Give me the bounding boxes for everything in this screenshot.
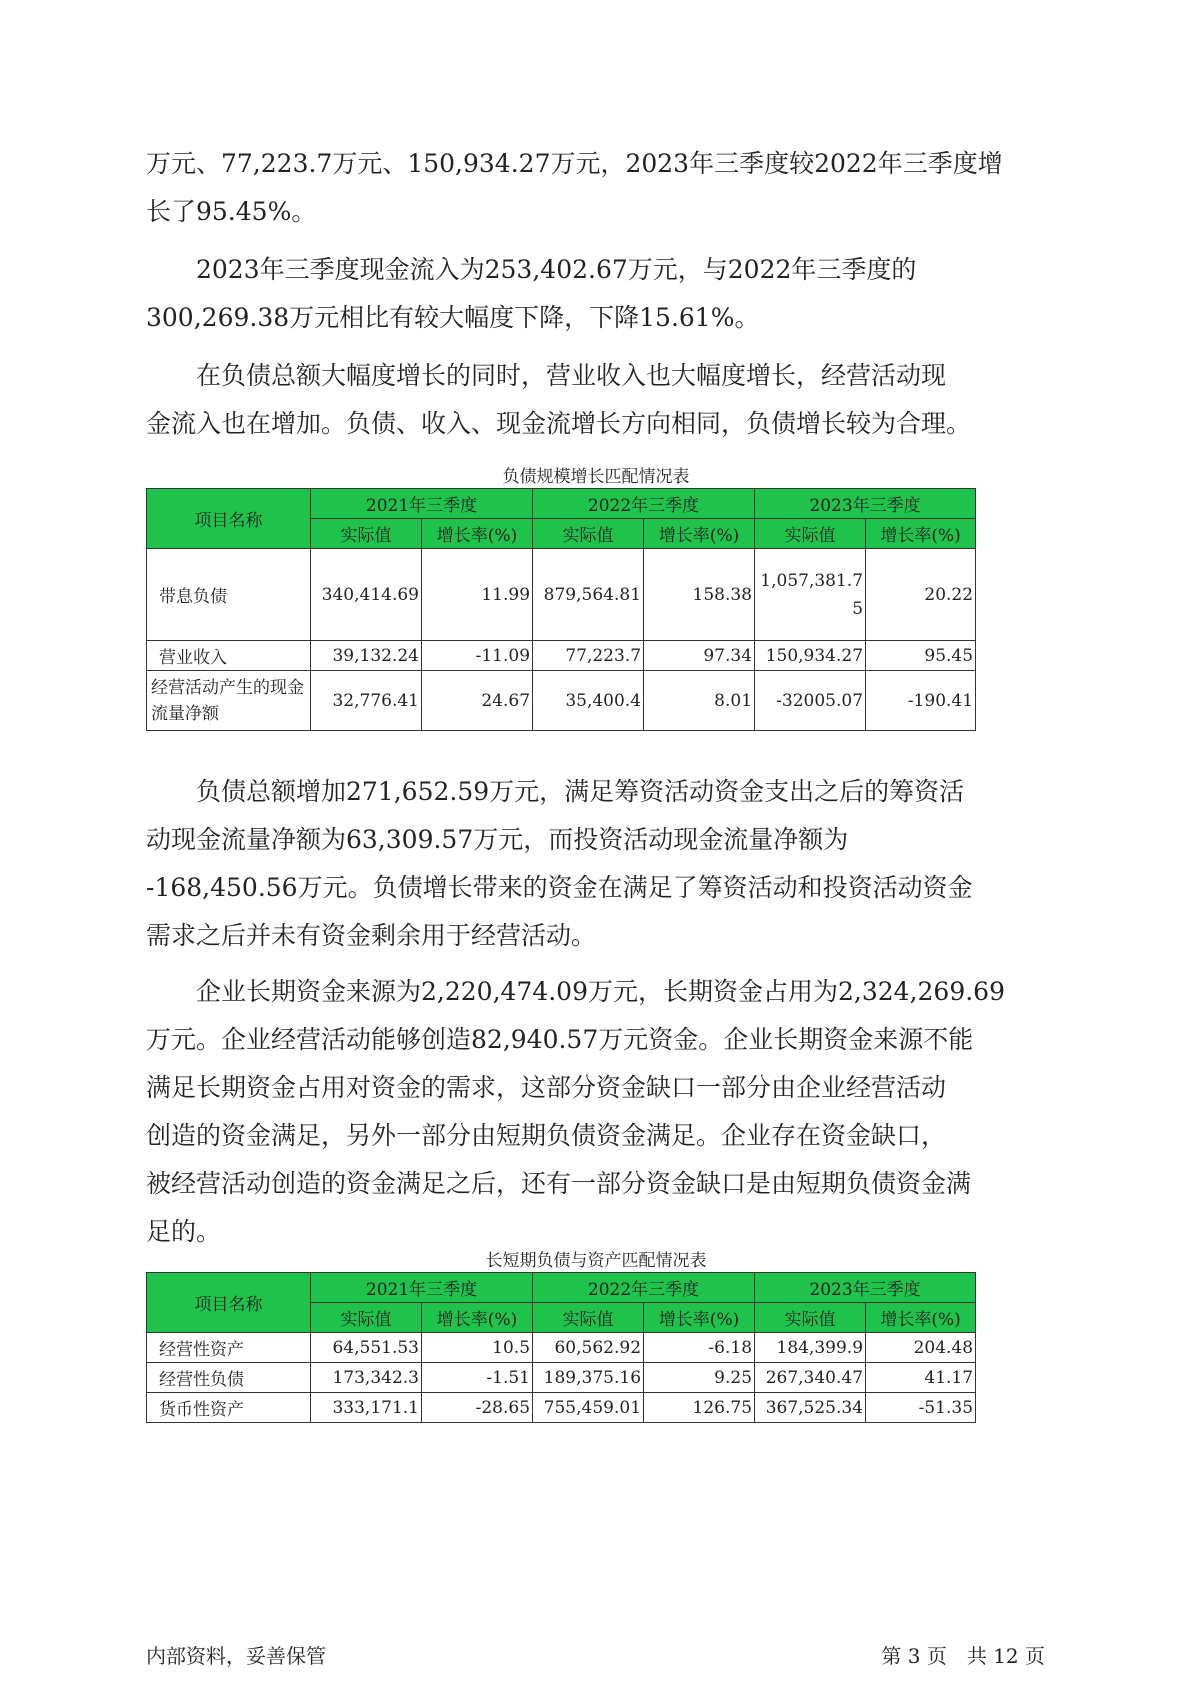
table2-caption: 长短期负债与资产匹配情况表 <box>485 1251 707 1271</box>
paragraph-3 <box>146 352 1046 448</box>
table-cell: 367,525.34 <box>755 1393 866 1423</box>
paragraph-2 <box>146 246 1046 342</box>
actual-value-header: 实际值 <box>755 519 866 549</box>
table-cell: -1.51 <box>422 1363 533 1393</box>
paragraph-line: 被经营活动创造的资金满足之后，还有一部分资金缺口是由短期负债资金满 <box>146 1169 972 1198</box>
table-cell: 77,223.7 <box>533 641 644 671</box>
paragraph-1 <box>146 140 1046 236</box>
actual-value-header: 实际值 <box>311 1303 422 1333</box>
table-cell: 333,171.1 <box>311 1393 422 1423</box>
growth-rate-header: 增长率(%) <box>644 1303 755 1333</box>
paragraph-line: 负债总额增加271,652.59万元，满足筹资活动资金支出之后的筹资活 <box>146 777 965 806</box>
table-cell: 39,132.24 <box>311 641 422 671</box>
item-name-header: 项目名称 <box>147 489 311 549</box>
table-cell: -190.41 <box>866 671 976 731</box>
table-cell: 340,414.69 <box>311 549 422 641</box>
table-cell: 755,459.01 <box>533 1393 644 1423</box>
year-header: 2022年三季度 <box>533 489 755 519</box>
table-row <box>147 1363 976 1393</box>
table-cell: -32005.07 <box>755 671 866 731</box>
growth-rate-header: 增长率(%) <box>866 1303 976 1333</box>
table-cell: 41.17 <box>866 1363 976 1393</box>
table-row <box>147 641 976 671</box>
table-cell: -28.65 <box>422 1393 533 1423</box>
paragraph-line: 长了95.45%。 <box>146 197 317 226</box>
table-cell: 267,340.47 <box>755 1363 866 1393</box>
row-name: 带息负债 <box>147 549 311 641</box>
year-header: 2023年三季度 <box>755 1273 976 1303</box>
paragraph-line: 300,269.38万元相比有较大幅度下降，下降15.61%。 <box>146 303 760 332</box>
paragraph-line: 2023年三季度现金流入为253,402.67万元，与2022年三季度的 <box>146 255 917 284</box>
table-cell: 35,400.4 <box>533 671 644 731</box>
footer-confidential-note: 内部资料，妥善保管 <box>146 1644 326 1668</box>
table-cell: 9.25 <box>644 1363 755 1393</box>
table-row <box>147 549 976 641</box>
table-cell: 32,776.41 <box>311 671 422 731</box>
paragraph-line: 满足长期资金占用对资金的需求，这部分资金缺口一部分由企业经营活动 <box>146 1073 947 1102</box>
paragraph-line: 万元、77,223.7万元、150,934.27万元，2023年三季度较2022年三季度增 <box>146 149 1003 178</box>
debt-scale-table <box>146 488 976 731</box>
table-row <box>147 671 976 731</box>
table-cell: 150,934.27 <box>755 641 866 671</box>
year-header: 2023年三季度 <box>755 489 976 519</box>
table-cell: 24.67 <box>422 671 533 731</box>
paragraph-line: -168,450.56万元。负债增长带来的资金在满足了筹资活动和投资活动资金 <box>146 873 973 902</box>
growth-rate-header: 增长率(%) <box>644 519 755 549</box>
row-name: 经营活动产生的现金流量净额 <box>147 671 311 731</box>
table-cell: -11.09 <box>422 641 533 671</box>
table-cell: -51.35 <box>866 1393 976 1423</box>
table-cell: 173,342.3 <box>311 1363 422 1393</box>
paragraph-line: 需求之后并未有资金剩余用于经营活动。 <box>146 921 597 950</box>
table-cell: 1,057,381.75 <box>755 549 866 641</box>
paragraph-line: 足的。 <box>146 1217 222 1246</box>
table-cell: 204.48 <box>866 1333 976 1363</box>
actual-value-header: 实际值 <box>755 1303 866 1333</box>
growth-rate-header: 增长率(%) <box>422 1303 533 1333</box>
table-cell: 95.45 <box>866 641 976 671</box>
table1-caption: 负债规模增长匹配情况表 <box>502 467 690 487</box>
table-cell: 64,551.53 <box>311 1333 422 1363</box>
paragraph-line: 万元。企业经营活动能够创造82,940.57万元资金。企业长期资金来源不能 <box>146 1025 974 1054</box>
table-row <box>147 1333 976 1363</box>
table-cell: 11.99 <box>422 549 533 641</box>
row-name: 货币性资产 <box>147 1393 311 1423</box>
actual-value-header: 实际值 <box>533 1303 644 1333</box>
table-row <box>147 1393 976 1423</box>
row-name: 营业收入 <box>147 641 311 671</box>
item-name-header: 项目名称 <box>147 1273 311 1333</box>
growth-rate-header: 增长率(%) <box>422 519 533 549</box>
year-header: 2021年三季度 <box>311 1273 533 1303</box>
table-cell: 189,375.16 <box>533 1363 644 1393</box>
table-cell: 879,564.81 <box>533 549 644 641</box>
year-header: 2021年三季度 <box>311 489 533 519</box>
paragraph-line: 在负债总额大幅度增长的同时，营业收入也大幅度增长，经营活动现 <box>146 361 947 390</box>
actual-value-header: 实际值 <box>311 519 422 549</box>
paragraph-4 <box>146 768 1046 960</box>
liability-asset-table <box>146 1272 976 1423</box>
growth-rate-header: 增长率(%) <box>866 519 976 549</box>
actual-value-header: 实际值 <box>533 519 644 549</box>
year-header: 2022年三季度 <box>533 1273 755 1303</box>
table-cell: 60,562.92 <box>533 1333 644 1363</box>
paragraph-line: 金流入也在增加。负债、收入、现金流增长方向相同，负债增长较为合理。 <box>146 409 972 438</box>
paragraph-line: 动现金流量净额为63,309.57万元，而投资活动现金流量净额为 <box>146 825 849 854</box>
table-cell: 8.01 <box>644 671 755 731</box>
row-name: 经营性资产 <box>147 1333 311 1363</box>
table-cell: 158.38 <box>644 549 755 641</box>
paragraph-line: 创造的资金满足，另外一部分由短期负债资金满足。企业存在资金缺口， <box>146 1121 947 1150</box>
table-cell: -6.18 <box>644 1333 755 1363</box>
table-cell: 97.34 <box>644 641 755 671</box>
table-cell: 10.5 <box>422 1333 533 1363</box>
table-cell: 20.22 <box>866 549 976 641</box>
table-cell: 184,399.9 <box>755 1333 866 1363</box>
row-name: 经营性负债 <box>147 1363 311 1393</box>
table-cell: 126.75 <box>644 1393 755 1423</box>
footer-page-number: 第 3 页 共 12 页 <box>881 1644 1045 1668</box>
paragraph-5 <box>146 968 1046 1256</box>
paragraph-line: 企业长期资金来源为2,220,474.09万元，长期资金占用为2,324,269.69 <box>146 977 1005 1006</box>
